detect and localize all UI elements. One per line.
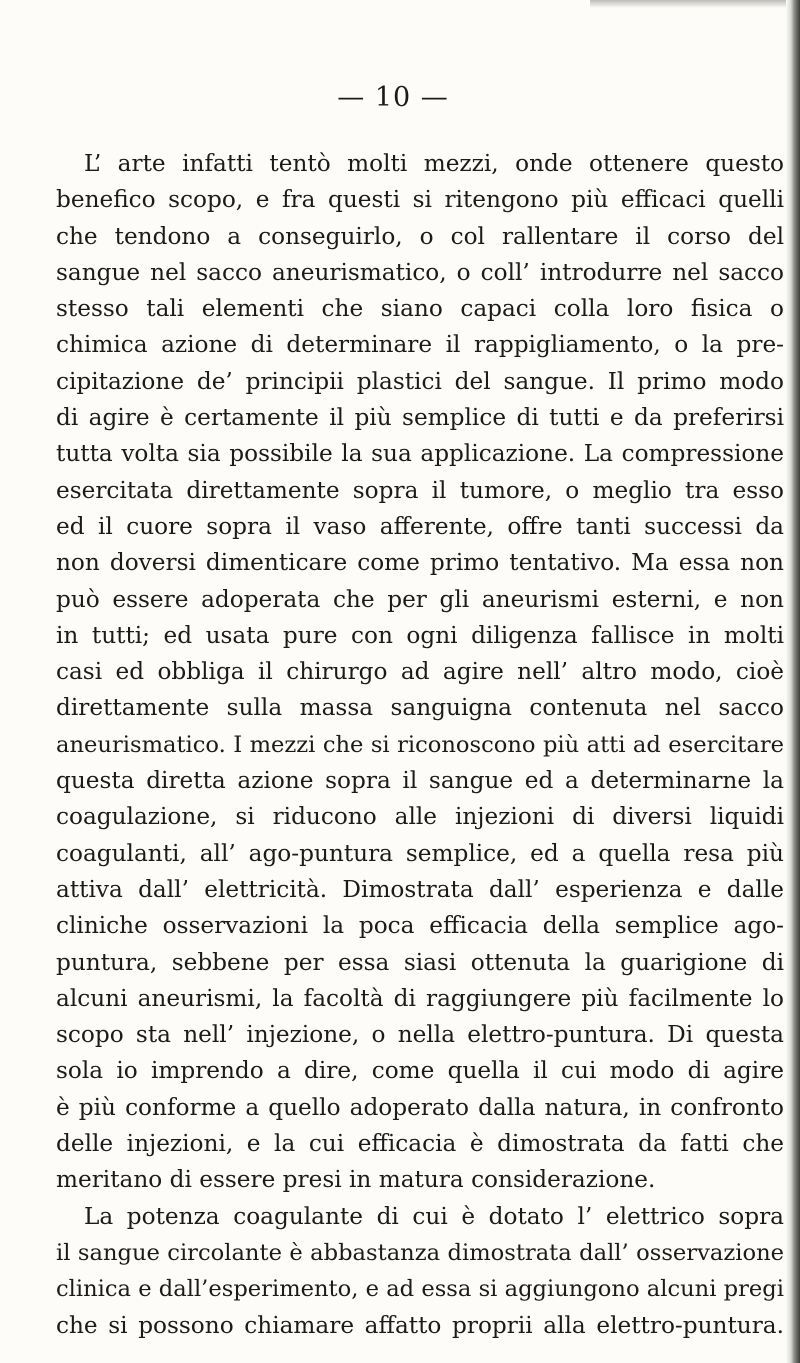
text-line: chimica azione di determinare il rappigliamento, o la pre- bbox=[56, 331, 784, 359]
page-right-edge-shadow bbox=[786, 0, 800, 1363]
text-line: alcuni aneurismi, la facoltà di raggiungere più facilmente lo bbox=[56, 984, 784, 1012]
text-line: questa diretta azione sopra il sangue ed a determinarne la bbox=[56, 767, 784, 795]
text-line: cipitazione de’ principii plastici del sangue. Il primo modo bbox=[56, 367, 784, 395]
page-top-edge-shadow bbox=[590, 0, 800, 8]
text-line: benefico scopo, e fra questi si ritengono più efficaci quelli bbox=[56, 186, 784, 214]
page-number-header: — 10 — bbox=[337, 82, 449, 113]
text-line: attiva dall’ elettricità. Dimostrata dall’ esperienza e dalle bbox=[56, 875, 784, 903]
paragraph-1 bbox=[56, 146, 784, 1199]
text-line: direttamente sulla massa sanguigna contenuta nel sacco bbox=[56, 694, 784, 722]
text-line: cliniche osservazioni la poca efficacia della semplice ago- bbox=[56, 912, 784, 940]
body-text bbox=[56, 146, 784, 1344]
text-line: sangue nel sacco aneurismatico, o coll’ introdurre nel sacco bbox=[56, 258, 784, 286]
text-line: di agire è certamente il più semplice di tutti e da preferirsi bbox=[56, 404, 784, 432]
text-line: sola io imprendo a dire, come quella il cui modo di agire bbox=[56, 1057, 784, 1085]
text-line: La potenza coagulante di cui è dotato l’ elettrico sopra bbox=[84, 1202, 784, 1230]
text-line: stesso tali elementi che siano capaci colla loro fisica o bbox=[56, 295, 784, 323]
text-line: L’ arte infatti tentò molti mezzi, onde ottenere questo bbox=[84, 150, 784, 177]
text-line: tutta volta sia possibile la sua applicazione. La compressione bbox=[56, 440, 784, 468]
text-line: in tutti; ed usata pure con ogni diligenza fallisce in molti bbox=[56, 621, 784, 649]
text-line: puntura, sebbene per essa siasi ottenuta la guarigione di bbox=[56, 948, 784, 976]
text-line: coagulazione, si riducono alle injezioni di diversi liquidi bbox=[56, 803, 784, 831]
text-line: coagulanti, all’ ago-puntura semplice, ed a quella resa più bbox=[56, 839, 784, 867]
text-line: ed il cuore sopra il vaso afferente, offre tanti successi da bbox=[56, 512, 784, 540]
text-line: è più conforme a quello adoperato dalla natura, in confronto bbox=[56, 1093, 784, 1121]
text-line: delle injezioni, e la cui efficacia è dimostrata da fatti che bbox=[56, 1130, 784, 1158]
text-line: scopo sta nell’ injezione, o nella elettro-puntura. Di questa bbox=[56, 1021, 784, 1049]
text-line: il sangue circolante è abbastanza dimostrata dall’ osservazione bbox=[56, 1239, 784, 1266]
text-line: può essere adoperata che per gli aneurismi esterni, e non bbox=[56, 585, 784, 613]
text-line: che si possono chiamare affatto proprii alla elettro-puntura. bbox=[56, 1311, 784, 1339]
text-line: casi ed obbliga il chirurgo ad agire nell’ altro modo, cioè bbox=[56, 658, 784, 686]
text-line: che tendono a conseguirlo, o col rallentare il corso del bbox=[56, 222, 784, 250]
text-line: esercitata direttamente sopra il tumore, o meglio tra esso bbox=[56, 476, 784, 504]
text-line: aneurismatico. I mezzi che si riconoscono più atti ad esercitare bbox=[56, 731, 784, 758]
text-line: meritano di essere presi in matura considerazione. bbox=[56, 1166, 656, 1194]
text-line: non doversi dimenticare come primo tentativo. Ma essa non bbox=[56, 549, 784, 577]
paragraph-2 bbox=[56, 1199, 784, 1344]
text-line: clinica e dall’esperimento, e ad essa si aggiungono alcuni pregi bbox=[56, 1276, 784, 1303]
